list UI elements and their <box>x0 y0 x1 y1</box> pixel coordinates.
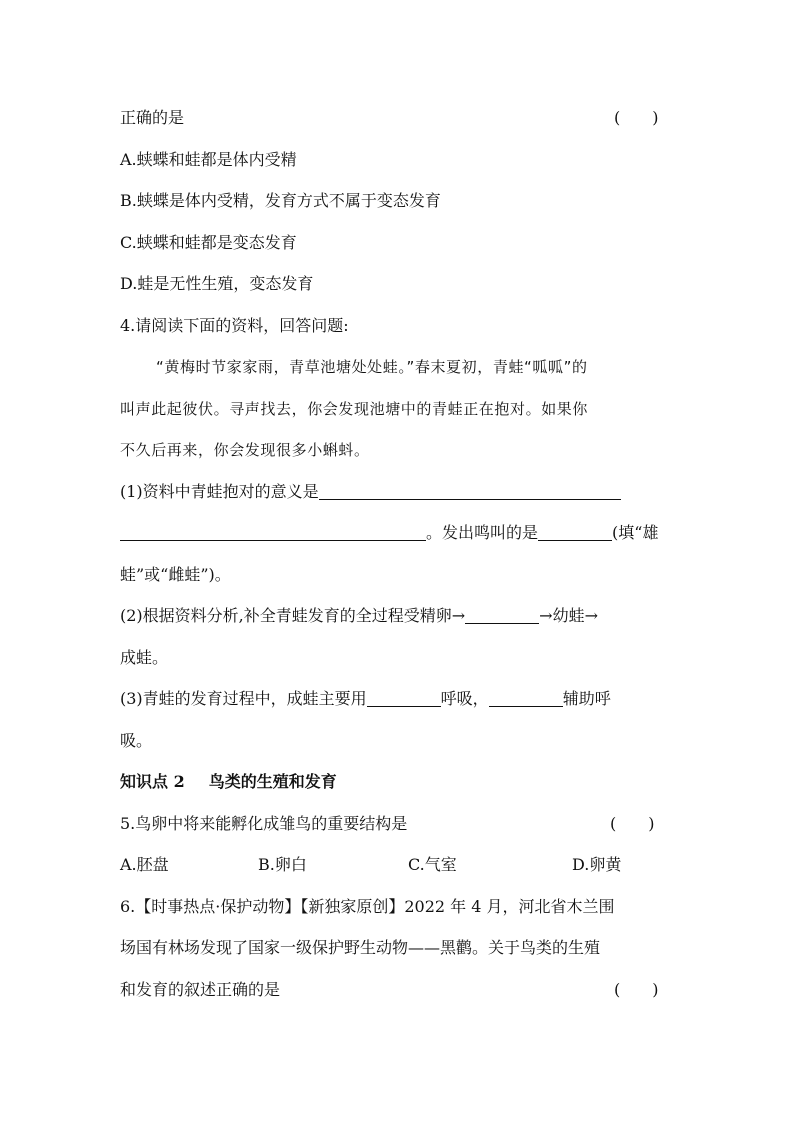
q3-answer-paren: ( ) <box>614 108 659 127</box>
q4-part2-end: 成蛙。 <box>120 648 169 667</box>
answer-blank <box>367 690 441 707</box>
q4-part1-hint: (填“雄 <box>612 523 659 542</box>
q4-part2-text: →幼蛙→ <box>539 606 598 625</box>
q5-option-c: C.气室 <box>408 855 457 874</box>
q4-part2-prompt: (2)根据资料分析,补全青蛙发育的全过程受精卵→ <box>120 606 466 625</box>
q3-option-a: A.蛱蝶和蛙都是体内受精 <box>120 150 297 169</box>
answer-blank <box>465 607 539 624</box>
q3-option-b: B.蛱蝶是体内受精，发育方式不属于变态发育 <box>120 191 441 210</box>
q5-answer-paren: ( ) <box>610 814 655 833</box>
answer-blank <box>538 524 612 541</box>
q5-option-a: A.胚盘 <box>120 855 169 874</box>
q4-part1-line1 <box>120 482 621 502</box>
q4-part1-text: 。发出鸣叫的是 <box>426 523 539 542</box>
q4-part3-line1 <box>120 689 611 709</box>
q3-option-d: D.蛙是无性生殖，变态发育 <box>120 274 314 293</box>
section-title: 鸟类的生殖和发育 <box>208 772 337 791</box>
q5-option-d: D.卵黄 <box>572 855 622 874</box>
q6-answer-paren: ( ) <box>614 980 659 999</box>
q3-stem-end: 正确的是 <box>120 108 185 127</box>
answer-blank <box>120 524 426 541</box>
q4-stem: 4.请阅读下面的资料，回答问题: <box>120 316 349 335</box>
q6-stem-line: 场国有林场发现了国家一级保护野生动物——黑鹳。关于鸟类的生殖 <box>120 938 601 957</box>
q6-stem-line: 和发育的叙述正确的是 <box>120 980 281 999</box>
q4-passage-line: “黄梅时节家家雨，青草池塘处处蛙。”春末夏初，青蛙“呱呱”的 <box>156 358 588 376</box>
q4-passage-line: 叫声此起彼伏。寻声找去，你会发现池塘中的青蛙正在抱对。如果你 <box>120 400 589 418</box>
q5-stem: 5.鸟卵中将来能孵化成雏鸟的重要结构是 <box>120 814 408 833</box>
q4-part3-text: 呼吸， <box>440 689 489 708</box>
q3-option-c: C.蛱蝶和蛙都是变态发育 <box>120 233 297 252</box>
q4-part3-text: 辅助呼 <box>562 689 611 708</box>
section-heading <box>120 772 337 792</box>
answer-blank <box>489 690 563 707</box>
q4-part1-hint-end: 蛙”或“雌蛙”)。 <box>120 565 231 584</box>
q4-passage-line: 不久后再来，你会发现很多小蝌蚪。 <box>120 441 370 459</box>
q4-part2-line1 <box>120 606 598 626</box>
q6-stem-line: 6.【时事热点·保护动物】【新独家原创】2022 年 4 月，河北省木兰围 <box>120 897 615 916</box>
section-label: 知识点 2 <box>120 772 185 791</box>
q5-option-b: B.卵白 <box>258 855 307 874</box>
q4-part3-prompt: (3)青蛙的发育过程中，成蛙主要用 <box>120 689 367 708</box>
q4-part3-end: 吸。 <box>120 731 153 750</box>
q4-part1-line2 <box>120 523 658 543</box>
q4-part1-prompt: (1)资料中青蛙抱对的意义是 <box>120 482 319 501</box>
answer-blank <box>319 483 621 500</box>
